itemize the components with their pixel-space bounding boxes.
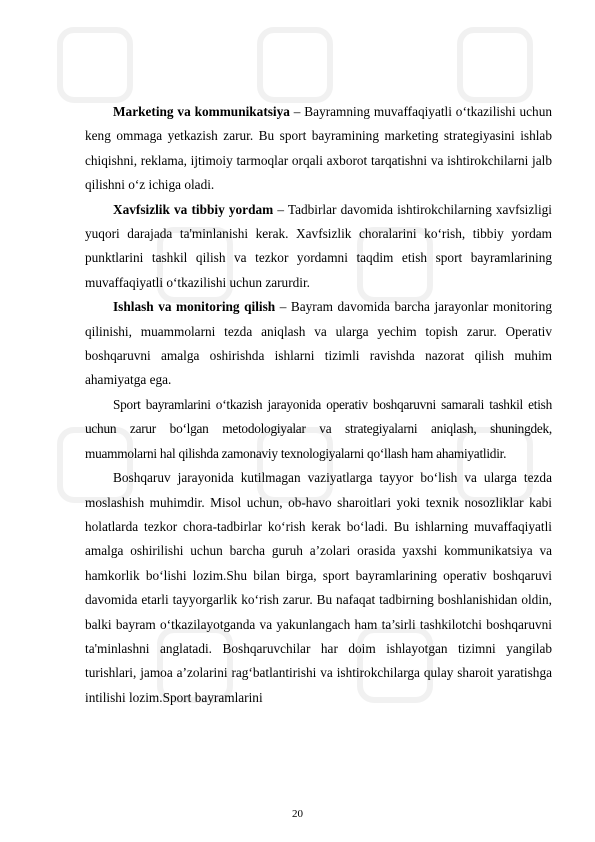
term-safety: Xavfsizlik va tibbiy yordam — [113, 201, 274, 217]
paragraph-management: Boshqaruv jarayonida kutilmagan vaziyatlarga tayyor bo‘lish va ularga tezda moslashish muhimdir. Misol uchun, ob-havo sharoitlari yoki texnik nosozliklar kabi holatlarda tezkor chora-tadbirlar ko‘rish kerak bo‘ladi. Bu ishlarning muvaffaqiyatli amalga oshirilishi uchun barcha guruh a’zolari orasida yaxshi kommunikatsiya va hamkorlik bo‘lishi lozim.Shu bilan birga, sport bayramlarining operativ boshqaruvi davomida etarli tayyorgarlik ko‘rish zarur. Bu nafaqat tadbirning boshlanishidan oldin, balki bayram o‘tkazilayotganda va yakunlangach ham ta’sirli tashkilotchi boshqaruvni ta'minlashni anglatadi. Boshqaruvchilar har doim ishlayotgan tizimni yangilab turishlari, jamoa a’zolarini rag‘batlantirishi va ishtirokchilarga qulay sharoit yaratishga intilishi lozim.Sport bayramlarini — [85, 470, 552, 705]
paragraph-methodology: Sport bayramlarini o‘tkazish jarayonida operativ boshqaruvni samarali tashkil etish uchun zarur bo‘lgan metodologiyalar va strategiyalarni aniqlash, shuningdek, muammolarni hal qilishda zamonaviy texnologiyalarni qo‘llash ham ahamiyatlidir. — [85, 396, 552, 461]
paragraph-marketing-text: – Bayramning muvaffaqiyatli o‘tkazilishi uchun keng ommaga yetkazish zarur. Bu sport bayramining marketing strategiyasini ishlab chiqishni, reklama, ijtimoiy tarmoqlar orqali axborot tarqatishni va ishtirokchilarni jalb qilishni o‘z ichiga oladi. — [85, 104, 552, 193]
paragraph-safety — [85, 198, 552, 296]
page-number: 20 — [292, 808, 303, 820]
term-marketing: Marketing va kommunikatsiya — [113, 104, 290, 119]
paragraph-monitoring-text: – Bayram davomida barcha jarayonlar monitoring qilinishi, muammolarni tezda aniqlash va ularga yechim topish zarur. Operativ boshqaruvni amalga oshirishda ishlarni tizimli ravishda nazorat qilish muhim ahamiyatga ega. — [85, 299, 552, 388]
paragraph-safety-text: – Tadbirlar davomida ishtirokchilarning xavfsizligi yuqori darajada ta'minlanishi kerak. Xavfsizlik choralarini ko‘rish, tibbiy yordam punktlarini tashkil qilish va tezkor yordamni taqdim etish sport bayramlarining muvaffaqiyatli o‘tkazilishi uchun zarurdir. — [85, 201, 552, 290]
document-body — [85, 100, 552, 710]
paragraph-marketing — [85, 100, 552, 198]
paragraph-monitoring — [85, 295, 552, 393]
term-monitoring: Ishlash va monitoring qilish — [113, 299, 276, 315]
